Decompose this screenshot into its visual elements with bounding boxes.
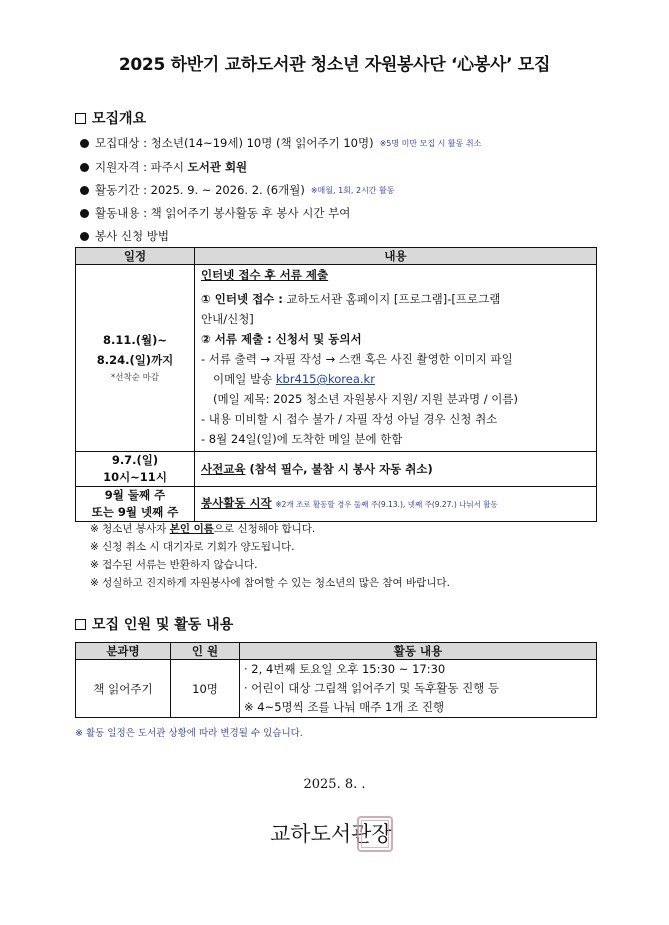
date-note: *선착순 마감: [110, 373, 159, 383]
warning-text: ※ 청소년 봉사자: [90, 523, 170, 535]
warning-text: 으로 신청해야 합니다.: [213, 523, 316, 535]
overview-item-note: ※매월, 1회, 2시간 활동: [310, 185, 395, 195]
step2-line: - 8월 24일(일)에 도착한 메일 분에 한함: [201, 432, 403, 446]
date-end: 8.24.(일)까지: [96, 353, 174, 367]
overview-item-note: ※5명 미만 모집 시 활동 취소: [379, 138, 482, 148]
activity-line: ※ 4~5명씩 조를 나눠 매주 1개 조 진행: [244, 700, 445, 714]
overview-item-method: [80, 228, 169, 244]
table-header-row: [76, 248, 597, 265]
step1-text: 교하도서관 홈페이지 [프로그램]-[프로그램: [282, 292, 501, 306]
circle-bullet-icon: [80, 163, 89, 172]
table-row: [76, 452, 597, 487]
table-header-division: 분과명: [76, 643, 171, 660]
seal-stamp-icon: [357, 816, 393, 852]
table-header-content: 내용: [195, 248, 597, 265]
activity-cell: [240, 660, 597, 718]
division-name: 책 읽어주기: [76, 660, 171, 718]
warning-item: [90, 520, 450, 538]
overview-item-target: [80, 135, 481, 151]
email-link[interactable]: kbr415@korea.kr: [275, 372, 375, 386]
date-line: 9월 둘째 주: [104, 488, 166, 502]
activity-line: · 어린이 대상 그림책 읽어주기 및 독후활동 진행 등: [244, 681, 500, 695]
step2-label: ② 서류 제출 : 신청서 및 동의서: [201, 332, 362, 346]
overview-item-label: 봉사 신청 방법: [95, 229, 169, 243]
step2-line: - 서류 출력 → 자필 작성 → 스캔 혹은 사진 촬영한 이미지 파일: [201, 352, 513, 366]
table-row: [76, 660, 597, 718]
table-header-row: [76, 643, 597, 660]
start-note: ※2개 조로 활동할 경우 둘째 주(9.13.), 넷째 주(9.27.) 나눠서 활동: [275, 500, 498, 509]
overview-item-bold: 도서관 회원: [187, 160, 248, 174]
overview-item-label: 활동내용 : 책 읽어주기 봉사활동 후 봉사 시간 부여: [95, 206, 351, 220]
content-cell-start: [195, 487, 597, 522]
issue-date: 2025. 8. .: [303, 777, 366, 792]
overview-item-label: 지원자격 : 파주시: [95, 160, 188, 174]
overview-item-label: 활동기간 : 2025. 9. ~ 2026. 2. (6개월): [95, 183, 305, 197]
application-heading: 인터넷 접수 후 서류 제출: [201, 268, 329, 282]
training-text: (참석 필수, 불참 시 봉사 자동 취소): [245, 462, 433, 476]
schedule-cell-application: [76, 265, 195, 452]
square-bullet-icon: [75, 619, 86, 630]
date-line: 10시~11시: [103, 470, 167, 484]
warning-bold: 본인 이름: [169, 523, 214, 535]
section-heading-overview: [75, 108, 146, 128]
circle-bullet-icon: [80, 209, 89, 218]
step2-line: 이메일 발송: [213, 372, 276, 386]
date-start: 8.11.(월)~: [103, 333, 167, 347]
schedule-cell-start: [76, 487, 195, 522]
overview-item-label: 모집대상 : 청소년(14~19세) 10명 (책 읽어주기 10명): [95, 136, 374, 150]
table-row: [76, 265, 597, 452]
step1-label: ① 인터넷 접수 :: [201, 292, 283, 306]
table-header-schedule: 일정: [76, 248, 195, 265]
step1-text-continued: 안내/신청]: [201, 312, 254, 326]
warning-item: ※ 성실하고 진지하게 자원봉사에 참여할 수 있는 청소년의 많은 참여 바랍니다.: [90, 577, 450, 589]
circle-bullet-icon: [80, 139, 89, 148]
step2-line: (메일 제목: 2025 청소년 자원봉사 지원/ 지원 분과명 / 이름): [213, 392, 518, 406]
warning-item: ※ 신청 취소 시 대기자로 기회가 양도됩니다.: [90, 541, 295, 553]
overview-item-qualification: [80, 159, 247, 175]
date-line: 9.7.(일): [111, 453, 159, 467]
warning-item: ※ 접수된 서류는 반환하지 않습니다.: [90, 559, 258, 571]
start-label: 봉사활동 시작: [201, 496, 272, 510]
content-cell-training: [195, 452, 597, 487]
recruitment-table: [75, 642, 597, 718]
schedule-table: [75, 247, 597, 522]
overview-item-content: [80, 205, 350, 221]
overview-item-period: [80, 182, 395, 198]
step2-line: - 내용 미비할 시 접수 불가 / 자필 작성 아닐 경우 신청 취소: [201, 412, 498, 426]
page-title: 2025 하반기 교하도서관 청소년 자원봉사단 ‘心봉사’ 모집: [118, 55, 551, 75]
division-count: 10명: [171, 660, 240, 718]
section-heading-label: 모집 인원 및 활동 내용: [92, 617, 234, 633]
warning-list: [90, 520, 450, 592]
square-bullet-icon: [75, 113, 86, 124]
training-label: 사전교육: [201, 462, 246, 476]
section-heading-label: 모집개요: [92, 111, 147, 127]
table-header-count: 인 원: [171, 643, 240, 660]
table-header-activity: 활동 내용: [240, 643, 597, 660]
schedule-cell-training: [76, 452, 195, 487]
content-cell-application: [195, 265, 597, 452]
section-heading-recruitment: [75, 614, 233, 634]
date-line: 또는 9월 넷째 주: [91, 505, 179, 519]
circle-bullet-icon: [80, 232, 89, 241]
signature: 교하도서관장: [270, 822, 392, 846]
activity-line: · 2, 4번째 토요일 오후 15:30 ~ 17:30: [244, 662, 446, 676]
footnote: ※ 활동 일정은 도서관 상황에 따라 변경될 수 있습니다.: [75, 728, 303, 739]
circle-bullet-icon: [80, 186, 89, 195]
table-row: [76, 487, 597, 522]
